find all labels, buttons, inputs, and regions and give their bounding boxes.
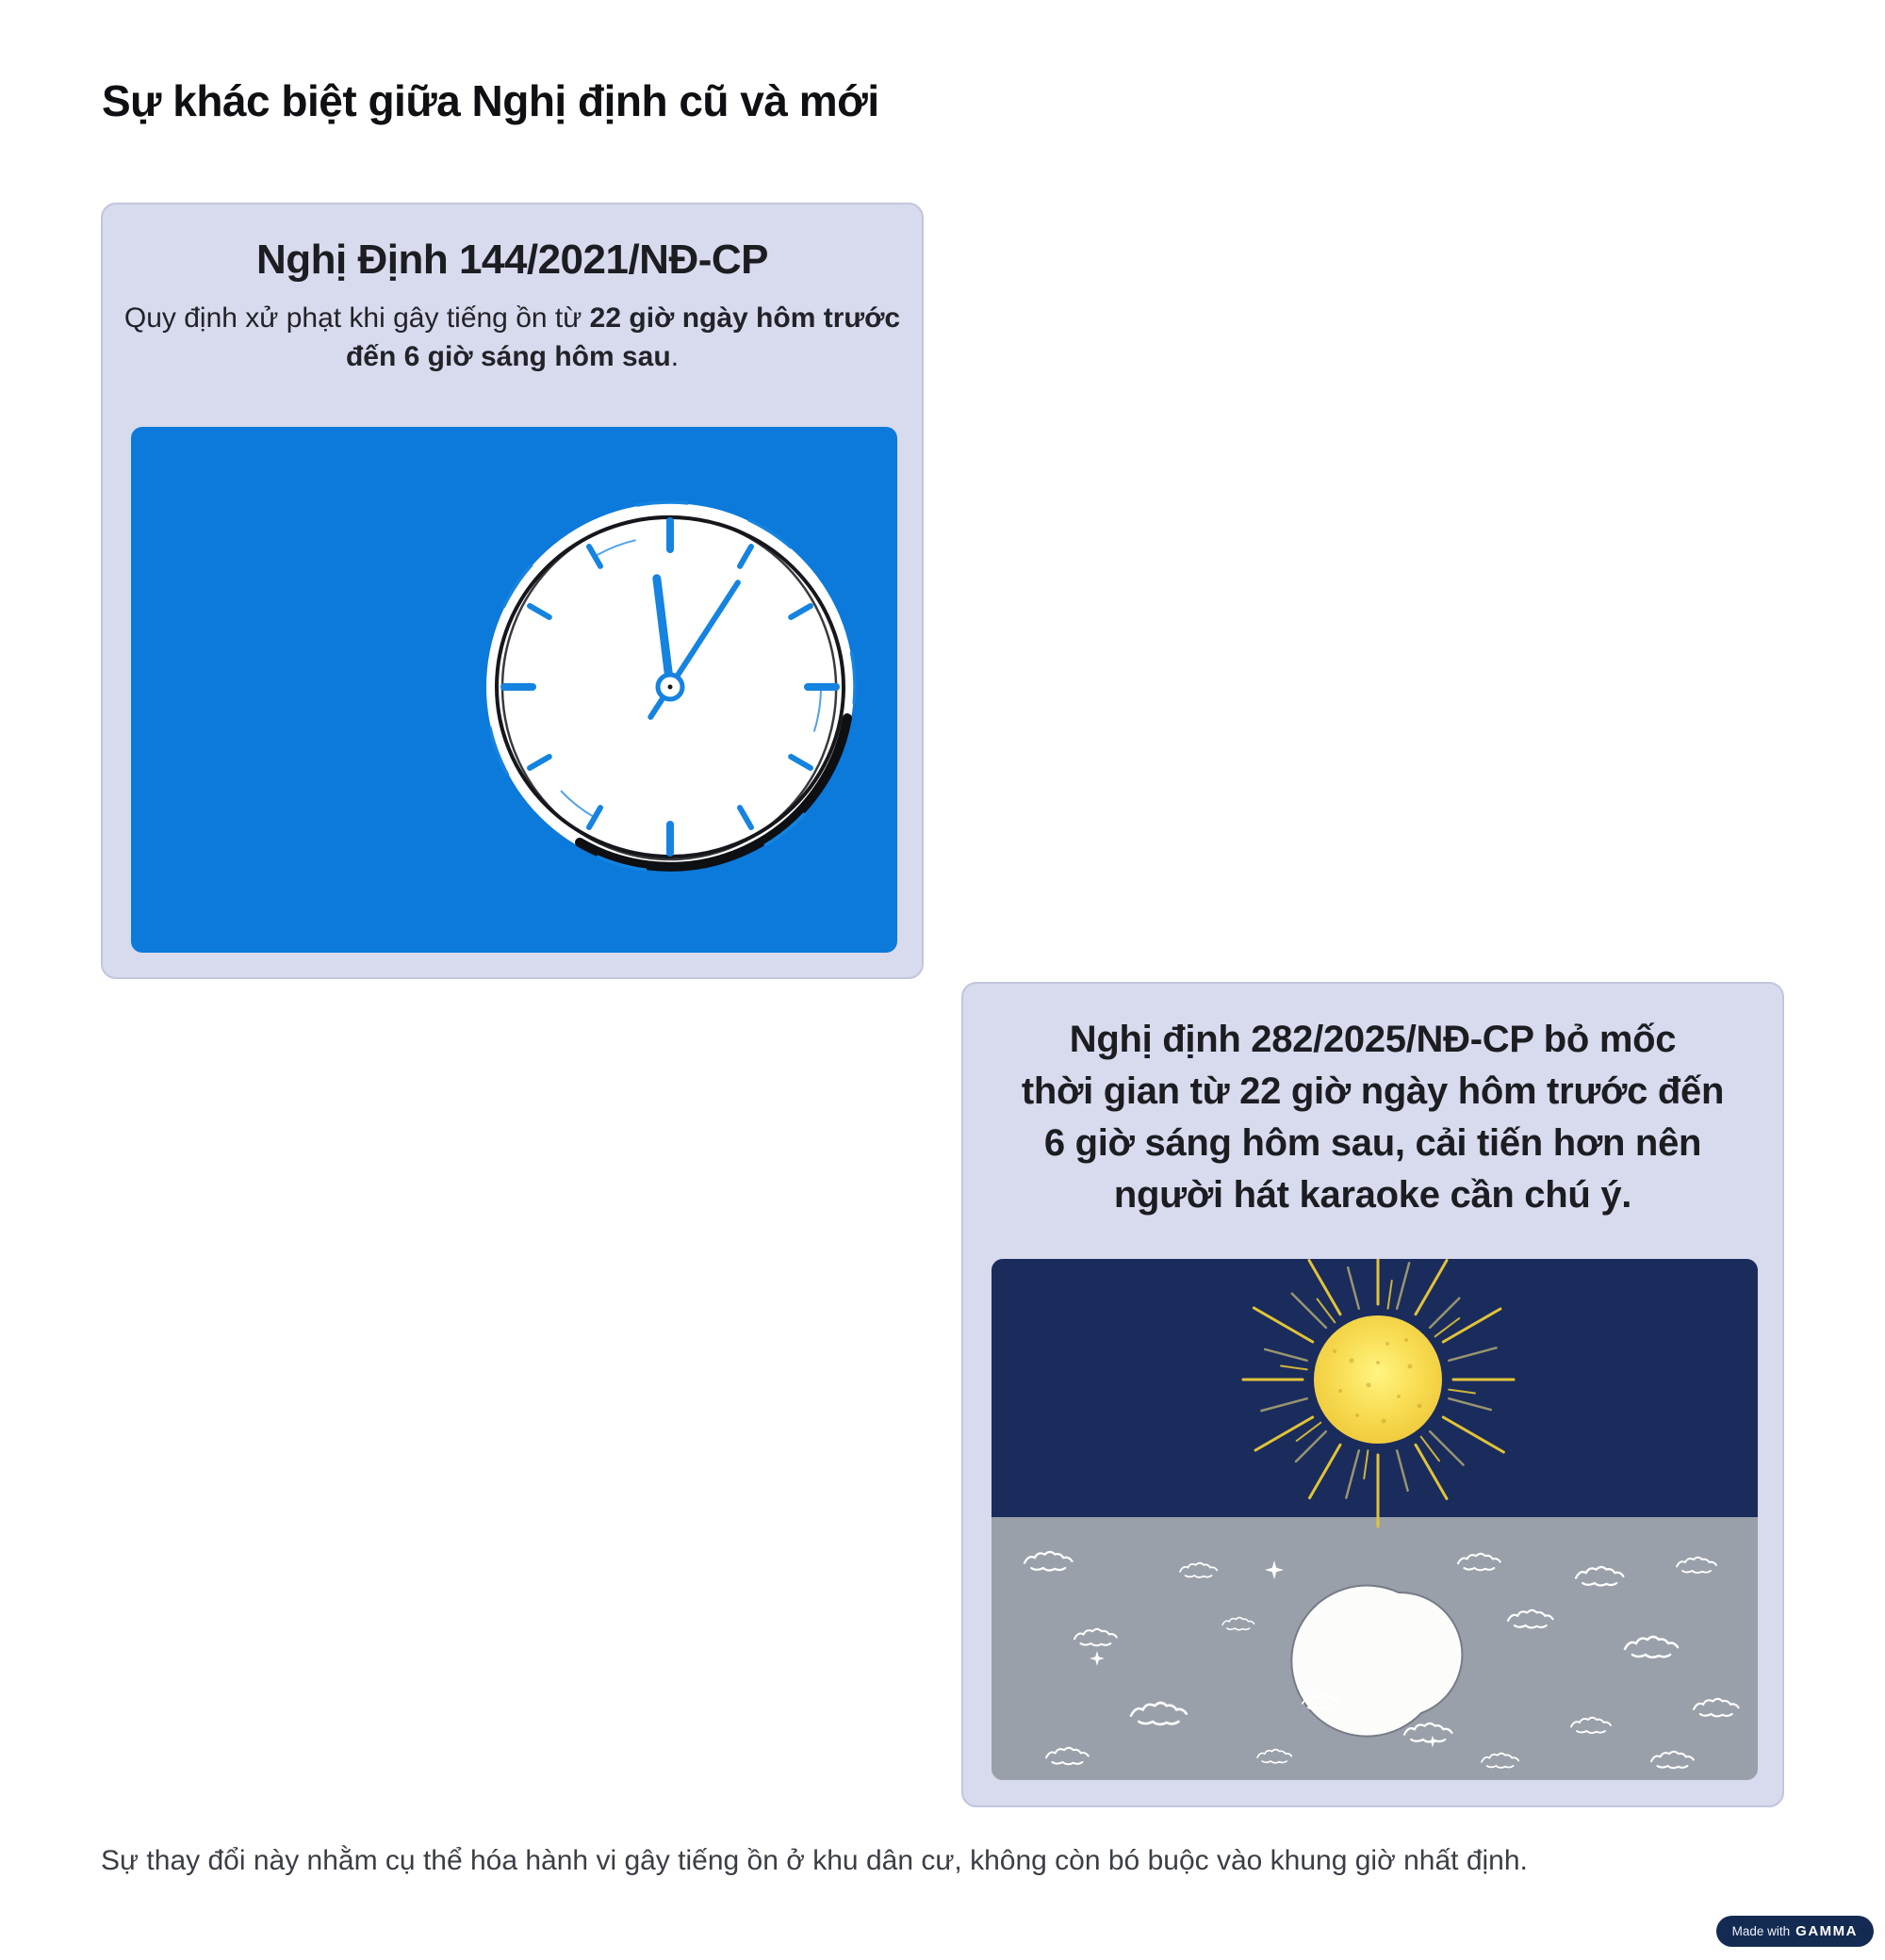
cloud-icon: [1482, 1754, 1518, 1768]
gamma-logo: GAMMA: [1795, 1923, 1858, 1939]
new-decree-description: [963, 1014, 1782, 1221]
old-decree-title: Nghị Định 144/2021/NĐ-CP: [255, 237, 769, 283]
cloud-icon: [1074, 1629, 1117, 1645]
footer-caption: Sự thay đổi này nhằm cụ thể hóa hành vi gây tiếng ồn ở khu dân cư, không còn bó buộc vào khung giờ nhất định.: [101, 1845, 1528, 1876]
desc-prefix: Quy định xử phạt khi gây tiếng ồn từ: [123, 302, 590, 334]
cloud-icon: [1677, 1558, 1716, 1573]
badge-prefix: Made with: [1731, 1924, 1791, 1938]
desc-bold-1: 22 giờ ngày hôm trước: [589, 302, 901, 334]
desc-line: người hát karaoke cần chú ý.: [1113, 1174, 1632, 1216]
cloud-icon: [1024, 1552, 1072, 1571]
desc-bold-2: đến 6 giờ sáng hôm sau: [345, 341, 671, 372]
card-old-decree: [101, 203, 924, 979]
cloud-icon: [1131, 1703, 1187, 1724]
clock-icon: [131, 427, 897, 953]
cloud-icon: [1508, 1610, 1553, 1628]
cloud-icon: [1180, 1563, 1217, 1577]
cloud-icon: [1625, 1637, 1678, 1658]
cloud-icon: [1576, 1567, 1623, 1586]
cloud-icon: [1404, 1723, 1451, 1742]
desc-suffix: .: [670, 341, 680, 372]
clock-illustration: [131, 427, 897, 953]
day-night-illustration: [992, 1259, 1758, 1780]
sparkle-icon: [1090, 1651, 1105, 1666]
sun-and-moon-art: [992, 1259, 1758, 1780]
desc-line: thời gian từ 22 giờ ngày hôm trước đến: [1021, 1070, 1725, 1112]
moon-icon: [1291, 1586, 1462, 1737]
sun-icon: [1243, 1259, 1514, 1527]
cloud-icon: [1222, 1618, 1254, 1630]
made-with-gamma-badge[interactable]: [1716, 1916, 1874, 1947]
page-title: Sự khác biệt giữa Nghị định cũ và mới: [102, 76, 879, 125]
cloud-icon: [1651, 1752, 1694, 1768]
desc-line: 6 giờ sáng hôm sau, cải tiến hơn nên: [1043, 1122, 1702, 1164]
sparkle-icon: [1427, 1736, 1439, 1748]
card-new-decree: [961, 982, 1784, 1807]
cloud-icon: [1571, 1718, 1611, 1733]
sparkle-icon: [1265, 1560, 1284, 1579]
old-decree-description: [103, 299, 922, 376]
desc-line: Nghị định 282/2025/NĐ-CP bỏ mốc: [1069, 1019, 1677, 1060]
cloud-icon: [1257, 1750, 1291, 1763]
cloud-icon: [1046, 1748, 1089, 1764]
cloud-icon: [1458, 1554, 1500, 1570]
cloud-icon: [1694, 1699, 1739, 1717]
